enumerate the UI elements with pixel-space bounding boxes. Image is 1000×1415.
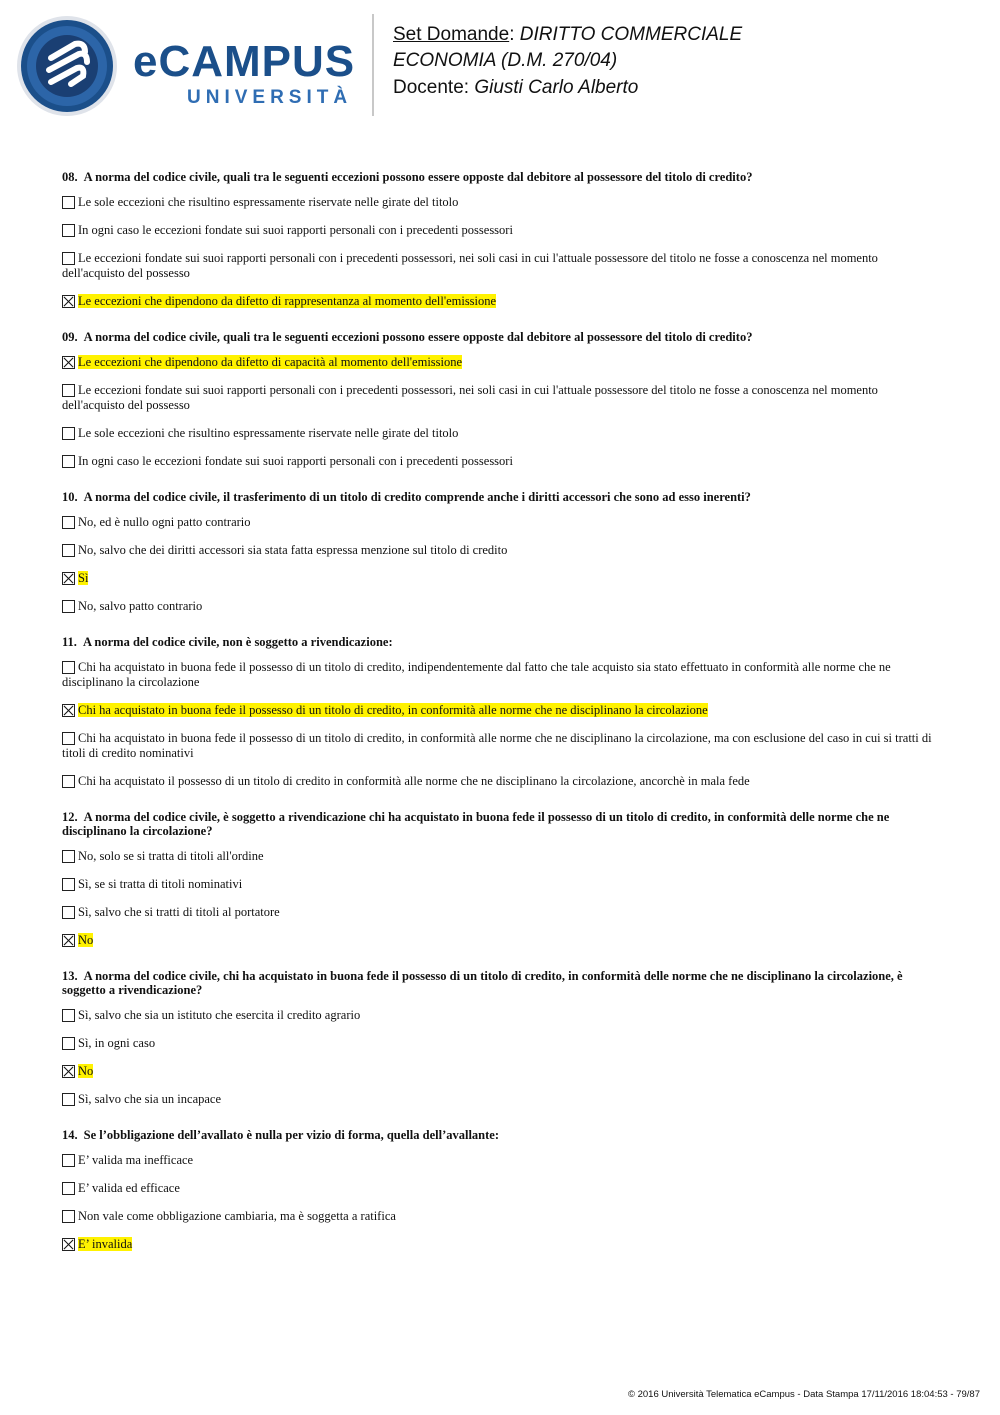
checkbox-icon[interactable] <box>62 1154 75 1167</box>
question-block <box>62 969 942 1107</box>
answer-option <box>62 774 942 789</box>
checkbox-icon[interactable] <box>62 906 75 919</box>
correct-answer-text: No <box>78 1064 94 1078</box>
university-emblem-logo <box>15 14 119 118</box>
checked-box-icon[interactable] <box>62 572 75 585</box>
answer-text: Le eccezioni fondate sui suoi rapporti personali con i precedenti possessori, nei soli casi in cui l'attuale possessore del titolo ne fosse a conoscenza nel momento dell'acquisto del possesso <box>62 251 878 280</box>
header-divider <box>372 14 374 116</box>
question-block <box>62 330 942 469</box>
answer-text: Le sole eccezioni che risultino espressamente riservate nelle girate del titolo <box>78 195 459 209</box>
header-set-line-2 <box>393 48 617 74</box>
question-number: 10. <box>62 490 78 504</box>
checked-box-icon[interactable] <box>62 356 75 369</box>
answer-text: Sì, se si tratta di titoli nominativi <box>78 877 243 891</box>
answer-option <box>62 543 942 558</box>
answer-option <box>62 223 942 238</box>
answer-option <box>62 1036 942 1051</box>
checked-box-icon[interactable] <box>62 1065 75 1078</box>
answer-option <box>62 454 942 469</box>
question-text: A norma del codice civile, non è soggetto a rivendicazione: <box>82 635 393 649</box>
docente-label: Docente: <box>393 77 470 98</box>
set-value-2: ECONOMIA (D.M. 270/04) <box>393 50 618 71</box>
checkbox-icon[interactable] <box>62 878 75 891</box>
checkbox-icon[interactable] <box>62 850 75 863</box>
checkbox-icon[interactable] <box>62 1093 75 1106</box>
answer-option <box>62 571 942 586</box>
header-docente-line <box>393 75 638 101</box>
question-block <box>62 490 942 614</box>
checked-box-icon[interactable] <box>62 295 75 308</box>
question-text: A norma del codice civile, quali tra le seguenti eccezioni possono essere opposte dal debitore al possessore del titolo di credito? <box>83 330 753 344</box>
correct-answer-text: Chi ha acquistato in buona fede il possesso di un titolo di credito, in conformità alle norme che ne disciplinano la circolazione <box>78 703 708 717</box>
checkbox-icon[interactable] <box>62 1037 75 1050</box>
question-block <box>62 1128 942 1252</box>
question-number: 13. <box>62 969 78 983</box>
docente-value: Giusti Carlo Alberto <box>474 77 639 98</box>
answer-option <box>62 251 942 281</box>
correct-answer-text: Sì <box>78 571 89 585</box>
set-value: DIRITTO COMMERCIALE <box>519 24 743 45</box>
answer-text: Sì, in ogni caso <box>78 1036 156 1050</box>
answer-text: No, salvo che dei diritti accessori sia stata fatta espressa menzione sul titolo di credito <box>78 543 508 557</box>
checkbox-icon[interactable] <box>62 196 75 209</box>
checkbox-icon[interactable] <box>62 661 75 674</box>
checked-box-icon[interactable] <box>62 934 75 947</box>
checkbox-icon[interactable] <box>62 224 75 237</box>
set-label: Set Domande <box>393 24 510 45</box>
answer-text: Non vale come obbligazione cambiaria, ma è soggetta a ratifica <box>78 1209 396 1223</box>
answer-text: Chi ha acquistato in buona fede il possesso di un titolo di credito, indipendentemente dal fatto che tale acquisto sia stato effettuato in conformità alle norme che ne disciplinano la circolazione <box>62 660 891 689</box>
answer-text: Chi ha acquistato il possesso di un titolo di credito in conformità alle norme che ne disciplinano la circolazione, ancorchè in mala fede <box>78 774 750 788</box>
answer-option <box>62 660 942 690</box>
answer-option <box>62 515 942 530</box>
answer-option <box>62 383 942 413</box>
checkbox-icon[interactable] <box>62 544 75 557</box>
question-title <box>62 170 942 184</box>
answer-option <box>62 1064 942 1079</box>
answer-text: Sì, salvo che sia un istituto che esercita il credito agrario <box>78 1008 361 1022</box>
answer-text: Sì, salvo che si tratti di titoli al portatore <box>78 905 280 919</box>
answer-option <box>62 1092 942 1107</box>
checkbox-icon[interactable] <box>62 455 75 468</box>
question-number: 14. <box>62 1128 78 1142</box>
questions-list <box>62 170 942 1273</box>
question-number: 11. <box>62 635 77 649</box>
answer-text: Sì, salvo che sia un incapace <box>78 1092 222 1106</box>
correct-answer-text: Le eccezioni che dipendono da difetto di capacità al momento dell'emissione <box>78 355 463 369</box>
answer-text: E’ valida ed efficace <box>78 1181 180 1195</box>
answer-option <box>62 905 942 920</box>
answer-text: E’ valida ma inefficace <box>78 1153 194 1167</box>
answer-text: In ogni caso le eccezioni fondate sui suoi rapporti personali con i precedenti possessori <box>78 223 513 237</box>
checkbox-icon[interactable] <box>62 516 75 529</box>
question-text: A norma del codice civile, chi ha acquistato in buona fede il possesso di un titolo di credito, in conformità delle norme che ne disciplinano la circolazione, è soggetto a rivendicazione? <box>62 969 903 997</box>
question-title <box>62 1128 942 1142</box>
answer-option <box>62 703 942 718</box>
checkbox-icon[interactable] <box>62 732 75 745</box>
header-set-line: Set Domande: DIRITTO COMMERCIALE <box>393 24 743 45</box>
answer-option <box>62 731 942 761</box>
question-block <box>62 635 942 789</box>
checkbox-icon[interactable] <box>62 384 75 397</box>
question-text: A norma del codice civile, è soggetto a rivendicazione chi ha acquistato in buona fede il possesso di un titolo di credito, in conformità delle norme che ne disciplinano la circolazione? <box>62 810 890 838</box>
question-number: 08. <box>62 170 78 184</box>
answer-option <box>62 1237 942 1252</box>
question-text: A norma del codice civile, quali tra le seguenti eccezioni possono essere opposte dal debitore al possessore del titolo di credito? <box>83 170 753 184</box>
checkbox-icon[interactable] <box>62 1210 75 1223</box>
answer-text: Chi ha acquistato in buona fede il possesso di un titolo di credito, in conformità alle norme che ne disciplinano la circolazione, ma con esclusione del caso in cui si tratti di titoli di credito nominativi <box>62 731 932 760</box>
answer-text: No, solo se si tratta di titoli all'ordine <box>78 849 264 863</box>
correct-answer-text: E’ invalida <box>78 1237 133 1251</box>
question-number: 12. <box>62 810 78 824</box>
question-block <box>62 810 942 948</box>
checkbox-icon[interactable] <box>62 427 75 440</box>
logo-subtitle: UNIVERSITÀ <box>187 87 353 108</box>
page-footer: © 2016 Università Telematica eCampus - Data Stampa 17/11/2016 18:04:53 - 79/87 <box>627 1389 980 1400</box>
answer-option <box>62 1209 942 1224</box>
checkbox-icon[interactable] <box>62 1009 75 1022</box>
answer-option <box>62 294 942 309</box>
correct-answer-text: No <box>78 933 94 947</box>
answer-text: No, salvo patto contrario <box>78 599 203 613</box>
checked-box-icon[interactable] <box>62 704 75 717</box>
correct-answer-text: Le eccezioni che dipendono da difetto di rappresentanza al momento dell'emissione <box>78 294 497 308</box>
question-title <box>62 490 942 504</box>
answer-option <box>62 849 942 864</box>
answer-text: In ogni caso le eccezioni fondate sui suoi rapporti personali con i precedenti possessori <box>78 454 513 468</box>
answer-option <box>62 1181 942 1196</box>
checkbox-icon[interactable] <box>62 1182 75 1195</box>
answer-option <box>62 195 942 210</box>
checkbox-icon[interactable] <box>62 252 75 265</box>
answer-option <box>62 426 942 441</box>
question-text: A norma del codice civile, il trasferimento di un titolo di credito comprende anche i diritti accessori che sono ad esso inerenti? <box>83 490 751 504</box>
answer-option <box>62 355 942 370</box>
question-block <box>62 170 942 309</box>
answer-option <box>62 1153 942 1168</box>
answer-text: Le sole eccezioni che risultino espressamente riservate nelle girate del titolo <box>78 426 459 440</box>
checked-box-icon[interactable] <box>62 1238 75 1251</box>
answer-option <box>62 1008 942 1023</box>
question-title <box>62 810 942 838</box>
answer-option <box>62 933 942 948</box>
checkbox-icon[interactable] <box>62 600 75 613</box>
question-title <box>62 330 942 344</box>
question-number: 09. <box>62 330 78 344</box>
question-title <box>62 969 942 997</box>
logo-wordmark: eCAMPUS <box>133 37 356 86</box>
question-title <box>62 635 942 649</box>
checkbox-icon[interactable] <box>62 775 75 788</box>
answer-option <box>62 599 942 614</box>
question-text: Se l’obbligazione dell’avallato è nulla per vizio di forma, quella dell’avallante: <box>83 1128 500 1142</box>
answer-text: Le eccezioni fondate sui suoi rapporti personali con i precedenti possessori, nei soli casi in cui l'attuale possessore del titolo ne fosse a conoscenza nel momento dell'acquisto del possesso <box>62 383 878 412</box>
answer-text: No, ed è nullo ogni patto contrario <box>78 515 251 529</box>
answer-option <box>62 877 942 892</box>
